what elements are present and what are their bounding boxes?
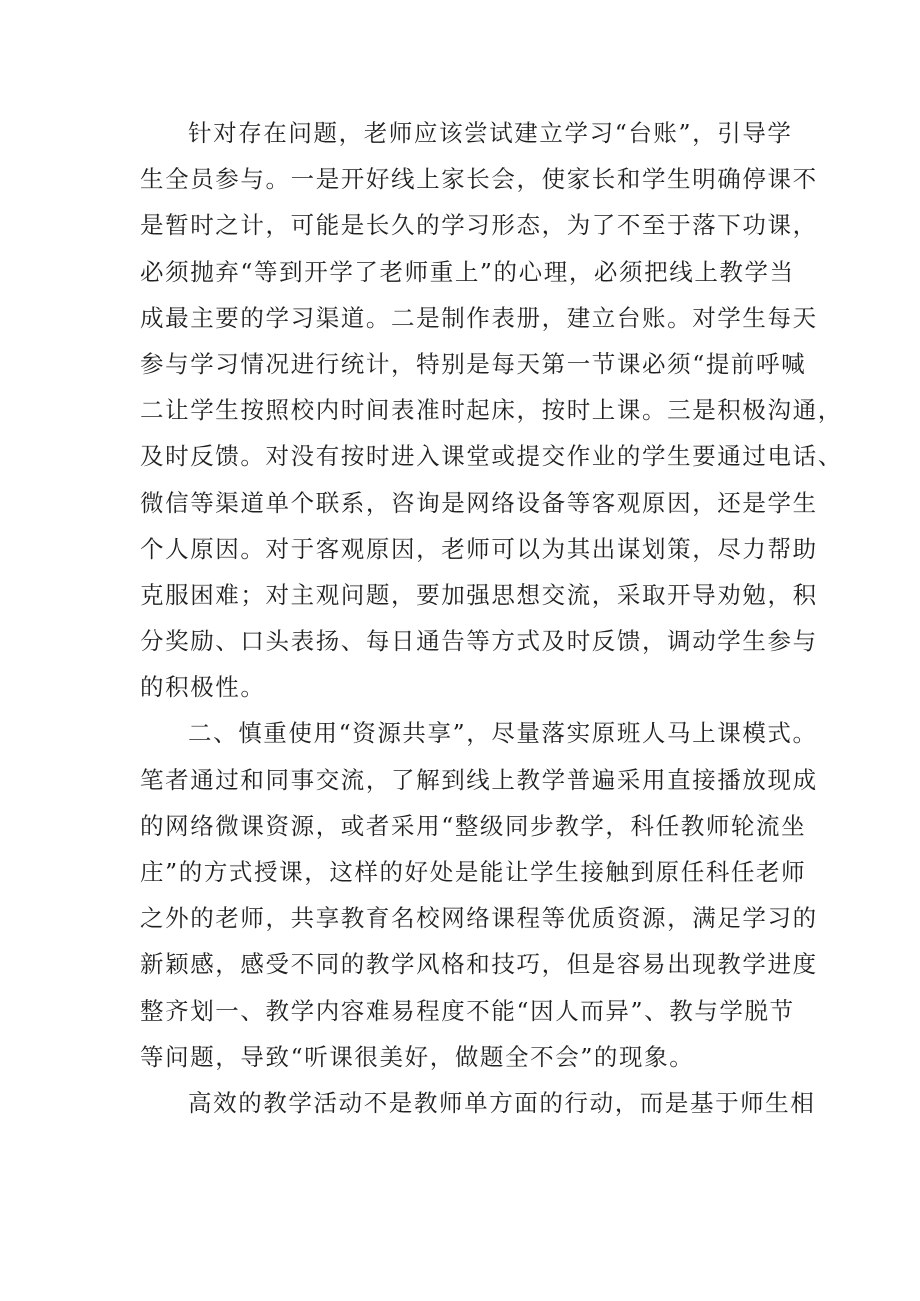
paragraph-1-line-2: 生全员参与。一是开好线上家长会，使家长和学生明确停课不 [140,165,818,194]
paragraph-1-line-10: 个人原因。对于客观原因，老师可以为其出谋划策，尽力帮助 [140,534,818,563]
paragraph-1-line-8: 及时反馈。对没有按时进入课堂或提交作业的学生要通过电话、 [140,442,843,471]
paragraph-1-line-4: 必须抛弃“等到开学了老师重上”的心理，必须把线上教学当 [140,257,795,286]
paragraph-1-line-12: 分奖励、口头表扬、每日通告等方式及时反馈，调动学生参与 [140,627,818,656]
paragraph-3-line-1: 高效的教学活动不是教师单方面的行动，而是基于师生相 [188,1088,816,1117]
paragraph-1-line-1: 针对存在问题，老师应该尝试建立学习“台账”，引导学 [188,119,793,147]
paragraph-2-line-3: 庄”的方式授课，这样的好处是能让学生接触到原任科任老师 [140,858,807,886]
paragraph-1-line-13: 的积极性。 [140,673,266,702]
paragraph-1-line-11: 克服困难；对主观问题，要加强思想交流，采取开导劝勉，积 [140,580,818,609]
paragraph-1-line-3: 是暂时之计，可能是长久的学习形态，为了不至于落下功课， [140,211,818,240]
paragraph-1-line-9: 微信等渠道单个联系，咨询是网络设备等客观原因，还是学生 [140,488,818,517]
paragraph-2-line-5: 新颖感，感受不同的教学风格和技巧，但是容易出现教学进度 [140,950,818,979]
paragraph-2-line-7: 等问题，导致“听课很美好，做题全不会”的现象。 [140,1042,695,1071]
paragraph-2-line-2: 的网络微课资源，或者采用“整级同步教学，科任教师轮流坐 [140,811,807,840]
document-body [140,110,843,1126]
paragraph-2-line-6: 整齐划一、教学内容难易程度不能“因人而异”、教与学脱节 [140,996,795,1025]
section-heading-2: 二、慎重使用“资源共享”，尽量落实原班人马上课模式。 [188,719,818,748]
paragraph-1-line-5: 成最主要的学习渠道。二是制作表册，建立台账。对学生每天 [140,303,818,332]
paragraph-2-line-4: 之外的老师，共享教育名校网络课程等优质资源，满足学习的 [140,904,818,933]
paragraph-2-line-1: 笔者通过和同事交流，了解到线上教学普遍采用直接播放现成 [140,765,818,794]
paragraph-1-line-7: 二让学生按照校内时间表准时起床，按时上课。三是积极沟通， [140,396,843,425]
paragraph-1-line-6: 参与学习情况进行统计，特别是每天第一节课必须“提前呼喊 [140,349,807,378]
